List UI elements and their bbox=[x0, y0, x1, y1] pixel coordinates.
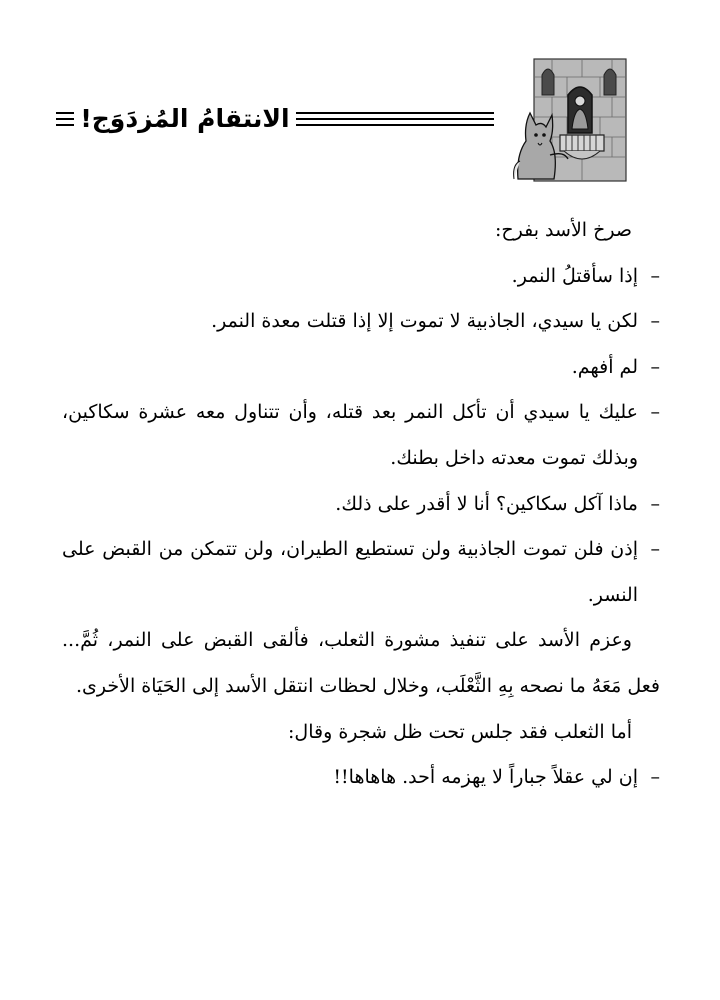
page-header bbox=[0, 50, 720, 190]
dialogue-line: – ماذا آكل سكاكين؟ أنا لا أقدر على ذلك. bbox=[335, 492, 660, 515]
title-rule-left bbox=[56, 112, 74, 126]
dialogue-line: – إذن فلن تموت الجاذبية ولن تستطيع الطيران، ولن تتمكن من القبض على النسر. bbox=[62, 538, 660, 606]
dialogue-line: – إن لي عقلاً جباراً لا يهزمه أحد. هاهاها!! bbox=[333, 766, 660, 789]
narration-line: صرخ الأسد بفرح: bbox=[494, 219, 632, 241]
dialogue-line: – لكن يا سيدي، الجاذبية لا تموت إلا إذا قتلت معدة النمر. bbox=[211, 310, 660, 333]
dialogue-line: – عليك يا سيدي أن تأكل النمر بعد قتله، وأن تتناول معه عشرة سكاكين، وبذلك تموت معدته داخل بطنك. bbox=[62, 401, 660, 469]
dialogue-line: – إذا سأقتلُ النمر. bbox=[511, 264, 660, 287]
title-rule-right bbox=[296, 112, 494, 126]
dialogue-line: – لم أفهم. bbox=[571, 355, 660, 378]
story-text bbox=[62, 208, 660, 801]
narration-paragraph: وعزم الأسد على تنفيذ مشورة الثعلب، فألقى القبض على النمر، ثُمَّ... فعل مَعَهُ ما نصحه بِهِ الثَّعْلَب، وخلال لحظات انتقل الأسد إلى الحَيَاة الأخرى. bbox=[62, 629, 660, 697]
castle-fox-illustration bbox=[512, 55, 630, 183]
chapter-title: الانتقامُ المُزدَوَج! bbox=[80, 104, 290, 133]
narration-line: أما الثعلب فقد جلس تحت ظل شجرة وقال: bbox=[288, 720, 632, 743]
